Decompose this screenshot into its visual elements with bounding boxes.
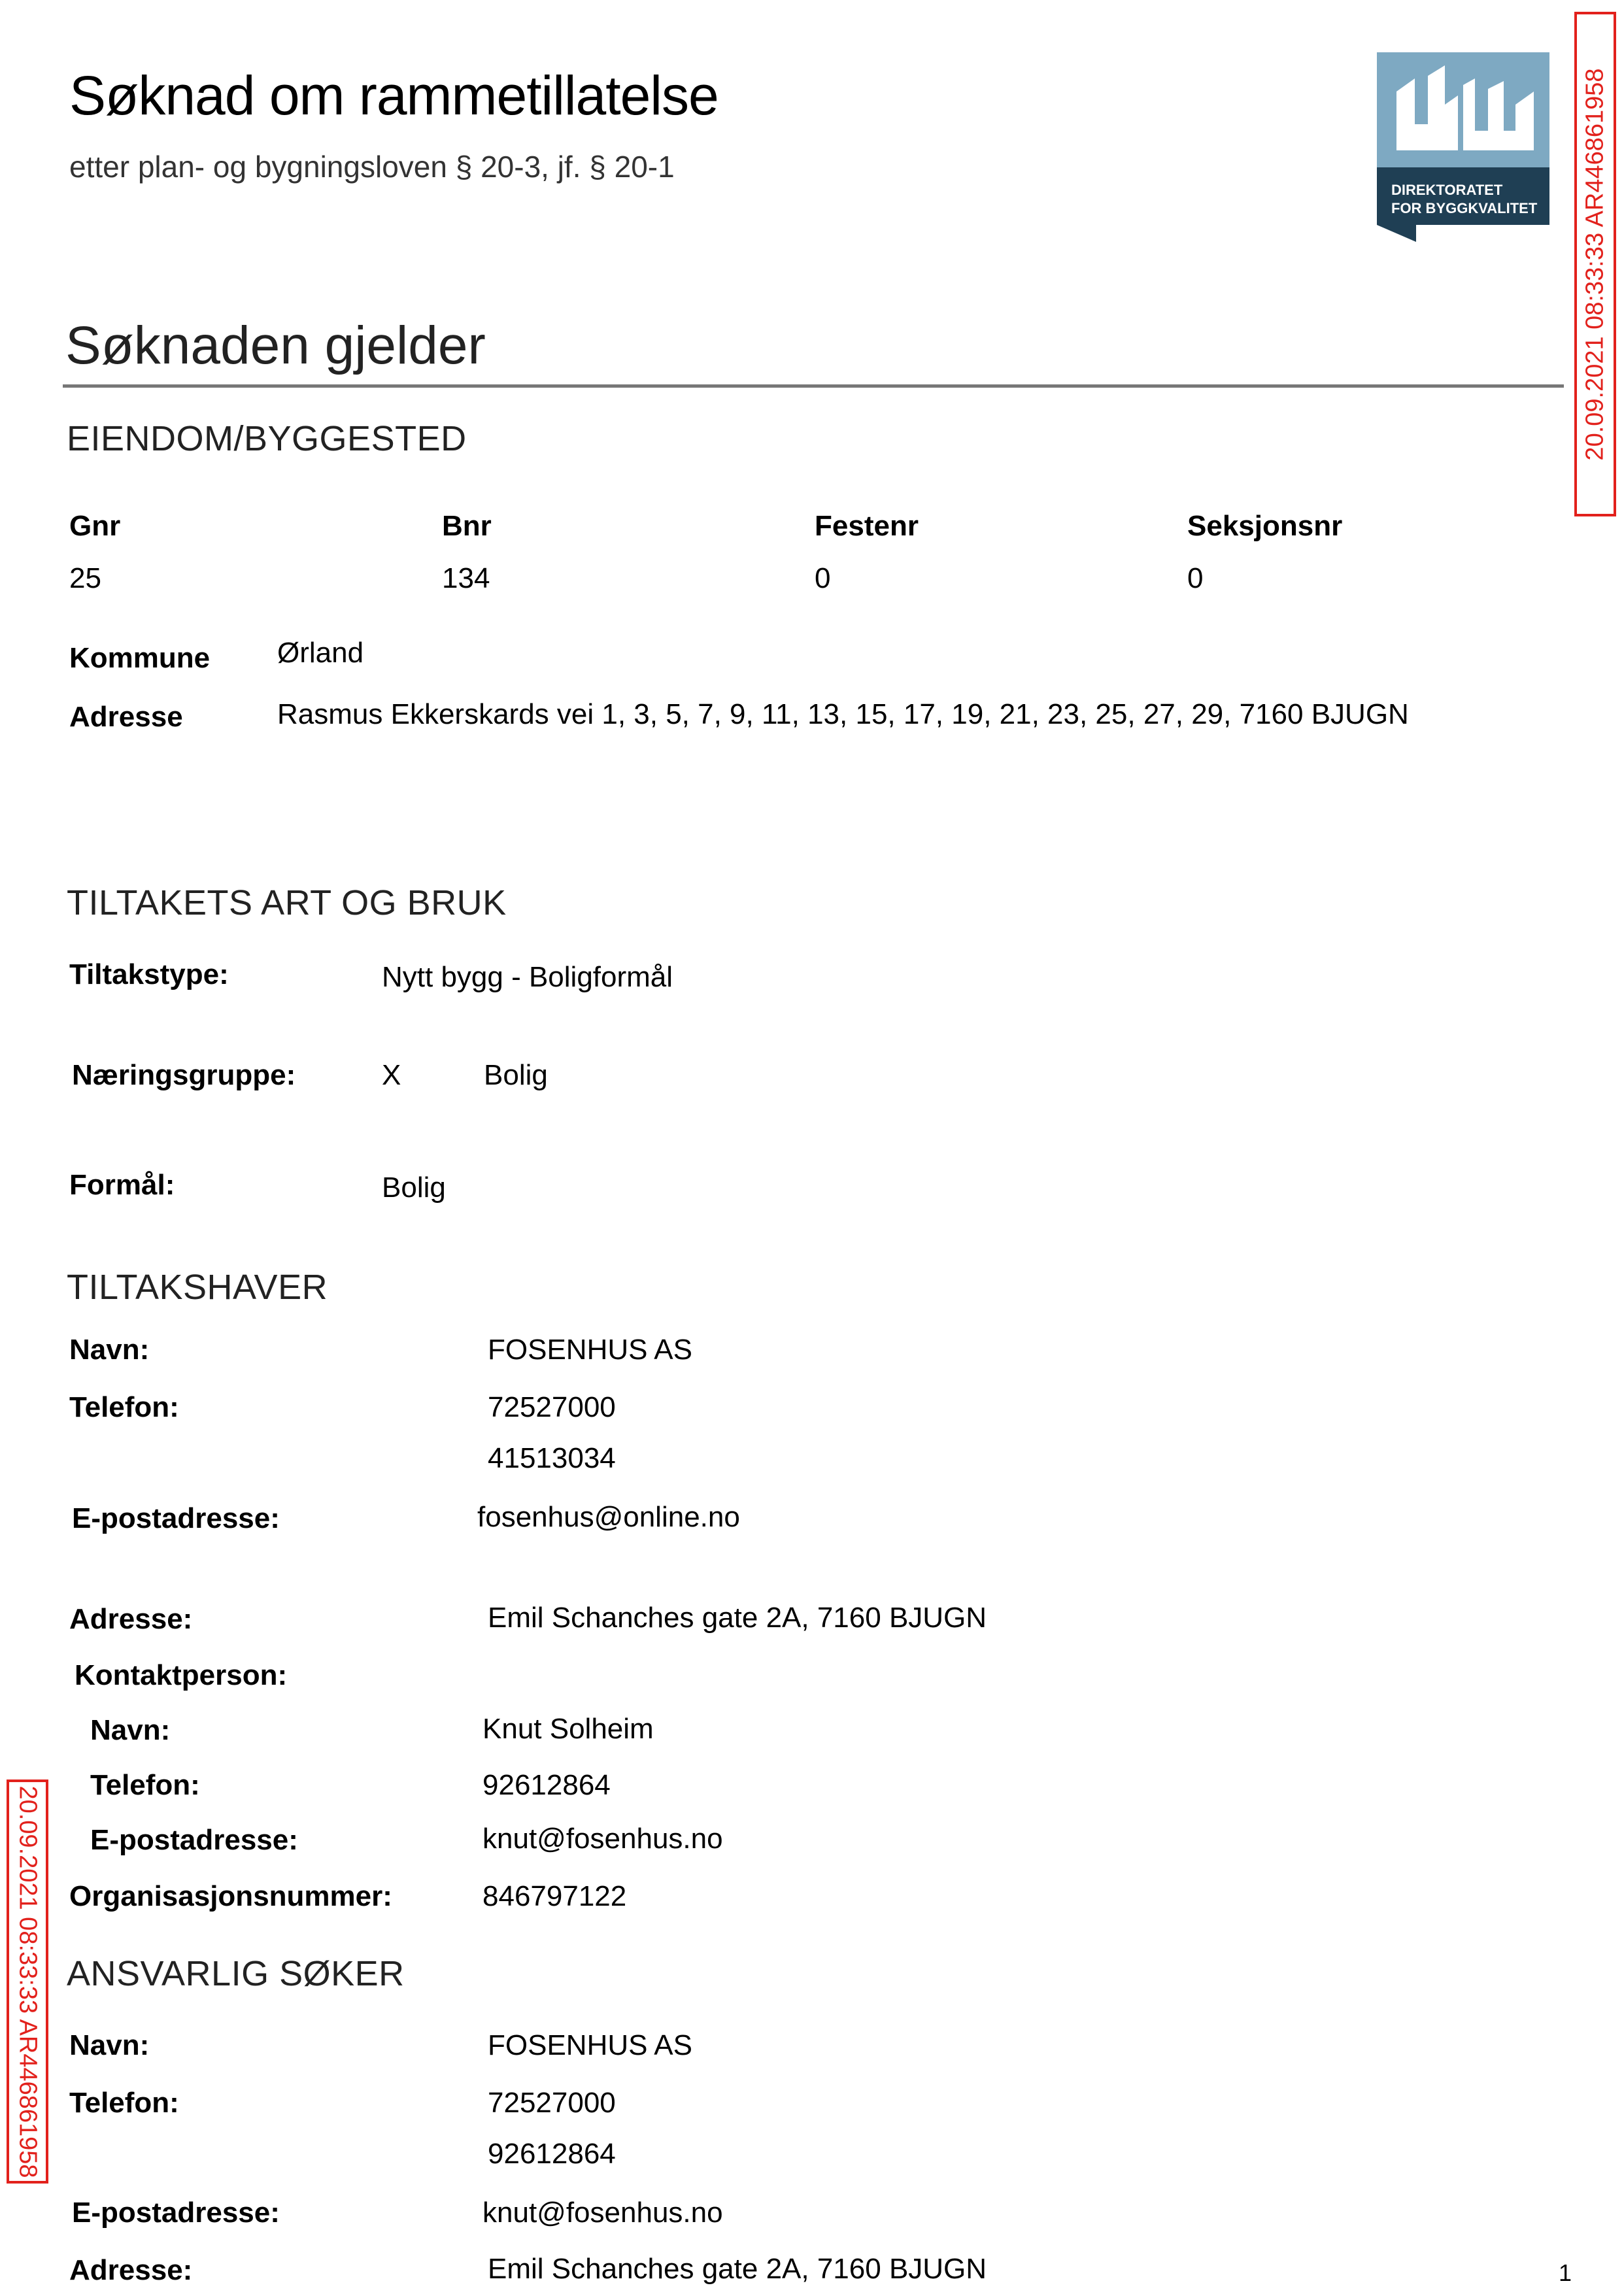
festenr-value: 0	[815, 562, 831, 594]
naeringsgruppe-label: Næringsgruppe:	[72, 1059, 296, 1091]
kontakt-epost-value: knut@fosenhus.no	[482, 1823, 723, 1855]
tiltakshaver-telefon-value-1: 72527000	[488, 1391, 616, 1423]
naeringsgruppe-code: X	[382, 1059, 401, 1091]
formal-value: Bolig	[382, 1172, 446, 1204]
seksjonsnr-value: 0	[1187, 562, 1204, 594]
svg-text:DIREKTORATET: DIREKTORATET	[1391, 182, 1503, 198]
formal-label: Formål:	[69, 1169, 175, 1201]
gnr-value: 25	[69, 562, 101, 594]
tiltakstype-value: Nytt bygg - Boligformål	[382, 961, 673, 993]
archive-stamp-top-text: 20.09.2021 08:33:33 AR446861958	[1581, 67, 1609, 461]
dibk-logo	[1377, 52, 1549, 242]
gnr-label: Gnr	[69, 510, 121, 542]
tiltakshaver-epost-value: fosenhus@online.no	[477, 1501, 740, 1533]
tiltakshaver-navn-value: FOSENHUS AS	[488, 1334, 692, 1366]
ansvarlig-epost-label: E-postadresse:	[72, 2197, 280, 2229]
ansvarlig-adresse-value: Emil Schanches gate 2A, 7160 BJUGN	[488, 2253, 987, 2285]
archive-stamp-bottom-text: 20.09.2021 08:33:33 AR446861958	[14, 1785, 42, 2178]
document-subtitle: etter plan- og bygningsloven § 20-3, jf. § 20-1	[69, 150, 675, 184]
naeringsgruppe-value: Bolig	[484, 1059, 548, 1091]
section-title: Søknaden gjelder	[65, 316, 486, 375]
document-title: Søknad om rammetillatelse	[69, 65, 719, 126]
ansvarlig-telefon-label: Telefon:	[69, 2087, 179, 2119]
ansvarlig-heading: ANSVARLIG SØKER	[67, 1954, 405, 1993]
tiltakshaver-telefon-value-2: 41513034	[488, 1442, 616, 1474]
ansvarlig-navn-value: FOSENHUS AS	[488, 2029, 692, 2061]
archive-stamp-bottom	[7, 1780, 48, 2184]
orgnr-label: Organisasjonsnummer:	[69, 1880, 392, 1912]
kontakt-navn-value: Knut Solheim	[482, 1713, 654, 1745]
bnr-value: 134	[442, 562, 490, 594]
tiltakshaver-heading: TILTAKSHAVER	[67, 1268, 328, 1307]
kommune-label: Kommune	[69, 642, 211, 674]
orgnr-value: 846797122	[482, 1880, 627, 1912]
eiendom-heading: EIENDOM/BYGGESTED	[67, 419, 467, 458]
kontakt-epost-label: E-postadresse:	[90, 1824, 298, 1856]
svg-text:FOR BYGGKVALITET: FOR BYGGKVALITET	[1391, 200, 1538, 216]
tiltak-heading: TILTAKETS ART OG BRUK	[67, 883, 507, 922]
seksjonsnr-label: Seksjonsnr	[1187, 510, 1343, 542]
page-number: 1	[1558, 2259, 1572, 2286]
kontakt-navn-label: Navn:	[90, 1714, 171, 1746]
tiltakshaver-epost-label: E-postadresse:	[72, 1502, 280, 1534]
tiltakshaver-navn-label: Navn:	[69, 1334, 150, 1366]
ansvarlig-telefon-value-2: 92612864	[488, 2138, 616, 2170]
ansvarlig-adresse-label: Adresse:	[69, 2254, 193, 2286]
kontaktperson-label: Kontaktperson:	[75, 1659, 288, 1691]
tiltakshaver-adresse-value: Emil Schanches gate 2A, 7160 BJUGN	[488, 1602, 987, 1634]
ansvarlig-epost-value: knut@fosenhus.no	[482, 2197, 723, 2229]
festenr-label: Festenr	[815, 510, 919, 542]
archive-stamp-top	[1574, 12, 1616, 516]
ansvarlig-telefon-value-1: 72527000	[488, 2087, 616, 2119]
bnr-label: Bnr	[442, 510, 492, 542]
adresse-value: Rasmus Ekkerskards vei 1, 3, 5, 7, 9, 11, 13, 15, 17, 19, 21, 23, 25, 27, 29, 7160 BJUGN	[277, 698, 1409, 730]
kontakt-telefon-value: 92612864	[482, 1769, 611, 1801]
section-divider	[63, 384, 1564, 388]
tiltakshaver-telefon-label: Telefon:	[69, 1391, 179, 1423]
ansvarlig-navn-label: Navn:	[69, 2029, 150, 2061]
kontakt-telefon-label: Telefon:	[90, 1769, 200, 1801]
tiltakshaver-adresse-label: Adresse:	[69, 1603, 193, 1635]
kommune-value: Ørland	[277, 637, 364, 669]
tiltakstype-label: Tiltakstype:	[69, 958, 229, 990]
adresse-label: Adresse	[69, 701, 183, 733]
